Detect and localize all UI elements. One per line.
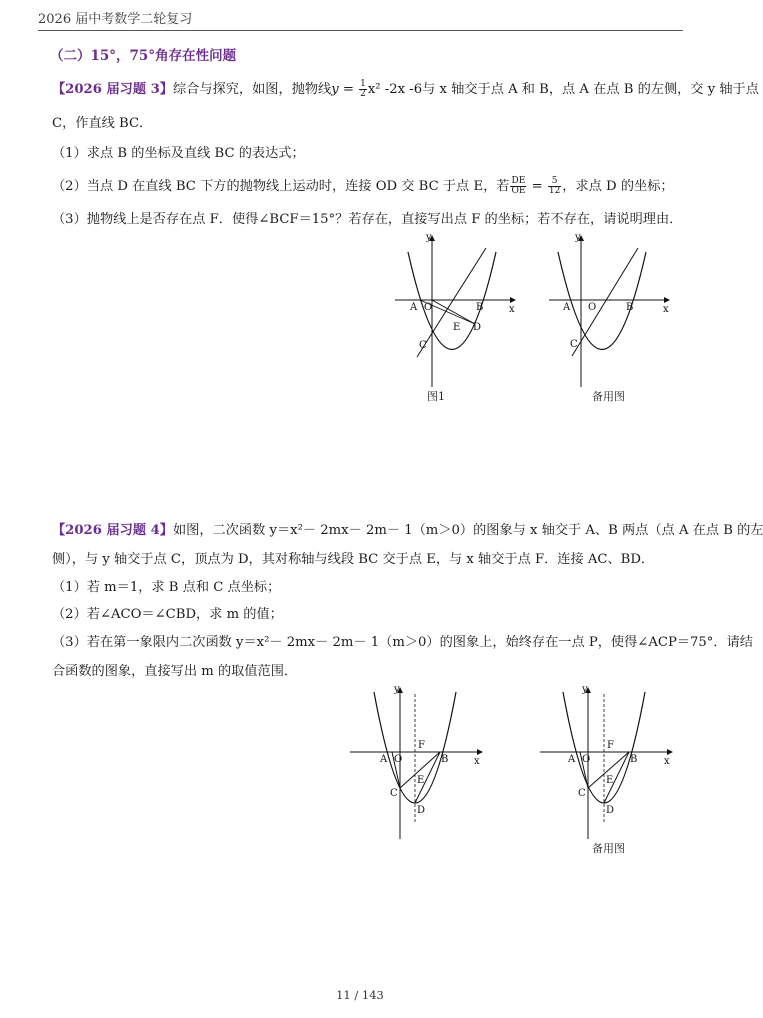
- parabola: [558, 252, 646, 350]
- label-c: C: [419, 340, 427, 351]
- label-a: A: [410, 302, 418, 313]
- problem3-fig1-caption: 图1: [427, 390, 445, 403]
- label-y: y: [575, 232, 581, 243]
- label-d: D: [473, 322, 482, 333]
- five-twelfths-fraction: $\frac{5}{12}$: [548, 176, 561, 196]
- problem3-figure2: [544, 232, 674, 392]
- problem3-tag: 【2026 届习题 3】: [52, 82, 173, 97]
- label-e: E: [453, 322, 461, 333]
- problem3-q1: （1）求点 B 的坐标及直线 BC 的表达式；: [52, 146, 305, 161]
- label-d: D: [606, 805, 615, 816]
- de-oe-fraction: $\frac{DE}{OE}$: [511, 176, 526, 196]
- label-x: x: [509, 304, 515, 315]
- label-e: E: [417, 775, 425, 786]
- label-b: B: [441, 754, 449, 765]
- label-e: E: [606, 775, 614, 786]
- half-fraction: $\frac{1}{2}$: [360, 79, 366, 99]
- problem4-q2: （2）若∠ACO＝∠CBD，求 m 的值；: [52, 607, 283, 622]
- problem4-q1: （1）若 m＝1，求 B 点和 C 点坐标；: [52, 580, 281, 595]
- label-b: B: [476, 302, 484, 313]
- page-number: 11 / 143: [336, 988, 384, 1002]
- problem4-fig2-caption: 备用图: [592, 842, 625, 855]
- label-y: y: [426, 232, 432, 243]
- label-x: x: [663, 304, 669, 315]
- problem4-tag: 【2026 届习题 4】: [52, 523, 173, 538]
- problem3-fig2-caption: 备用图: [592, 390, 625, 403]
- label-o: O: [424, 302, 433, 313]
- problem3-line2: C，作直线 BC．: [52, 116, 153, 131]
- problem3-q2: （2）当点 D 在直线 BC 下方的抛物线上运动时，连接 OD 交 BC 于点 E，若 $\frac{DE}{OE}$ = $\frac{5}{12}$ ，求点 D 的坐标；: [52, 176, 674, 196]
- header-divider: [38, 30, 683, 31]
- problem4-line2: 侧），与 y 轴交于点 C，顶点为 D，其对称轴与线段 BC 交于点 E，与 x 轴交于点 F．连接 AC、BD．: [52, 552, 655, 567]
- label-b: B: [626, 302, 634, 313]
- section-title: （二）15°，75°角存在性问题: [50, 48, 237, 64]
- label-a: A: [380, 754, 388, 765]
- label-d: D: [417, 805, 426, 816]
- label-c: C: [570, 339, 578, 350]
- label-a: A: [563, 302, 571, 313]
- label-o: O: [588, 302, 597, 313]
- problem3-figure1: [390, 232, 520, 392]
- problem4-q3-line2: 合函数的图象，直接写出 m 的取值范围．: [52, 664, 298, 679]
- segment-od: [432, 300, 475, 324]
- problem4-q3-line1: （3）若在第一象限内二次函数 y＝x²－ 2mx－ 2m－ 1（m＞0）的图象上，始终存在一点 P，使得∠ACP＝75°．请结: [52, 635, 753, 650]
- problem4-figure1: [348, 684, 488, 844]
- label-o: O: [582, 754, 591, 765]
- label-f: F: [607, 740, 614, 751]
- label-c: C: [390, 788, 398, 799]
- label-f: F: [418, 740, 425, 751]
- problem4-line1: 【2026 届习题 4】如图，二次函数 y＝x²－ 2mx－ 2m－ 1（m＞0）的图象与 x 轴交于 A、B 两点（点 A 在点 B 的左: [52, 523, 763, 538]
- label-b: B: [630, 754, 638, 765]
- label-y: y: [394, 684, 400, 695]
- problem3-line1: 【2026 届习题 3】综合与探究，如图，抛物线y = $\frac{1}{2}$ x² -2x -6与 x 轴交于点 A 和 B，点 A 在点 B 的左侧，交 y 轴于点: [52, 79, 759, 99]
- label-y: y: [582, 684, 588, 695]
- label-c: C: [578, 788, 586, 799]
- label-x: x: [474, 756, 480, 767]
- problem3-q3: （3）抛物线上是否存在点 F．使得∠BCF＝15°？若存在，直接写出点 F 的坐标；若不存在，请说明理由．: [52, 212, 683, 227]
- document-header: 2026 届中考数学二轮复习: [38, 12, 193, 27]
- label-a: A: [568, 754, 576, 765]
- label-o: O: [394, 754, 403, 765]
- label-x: x: [664, 756, 670, 767]
- problem4-figure2: [538, 684, 678, 844]
